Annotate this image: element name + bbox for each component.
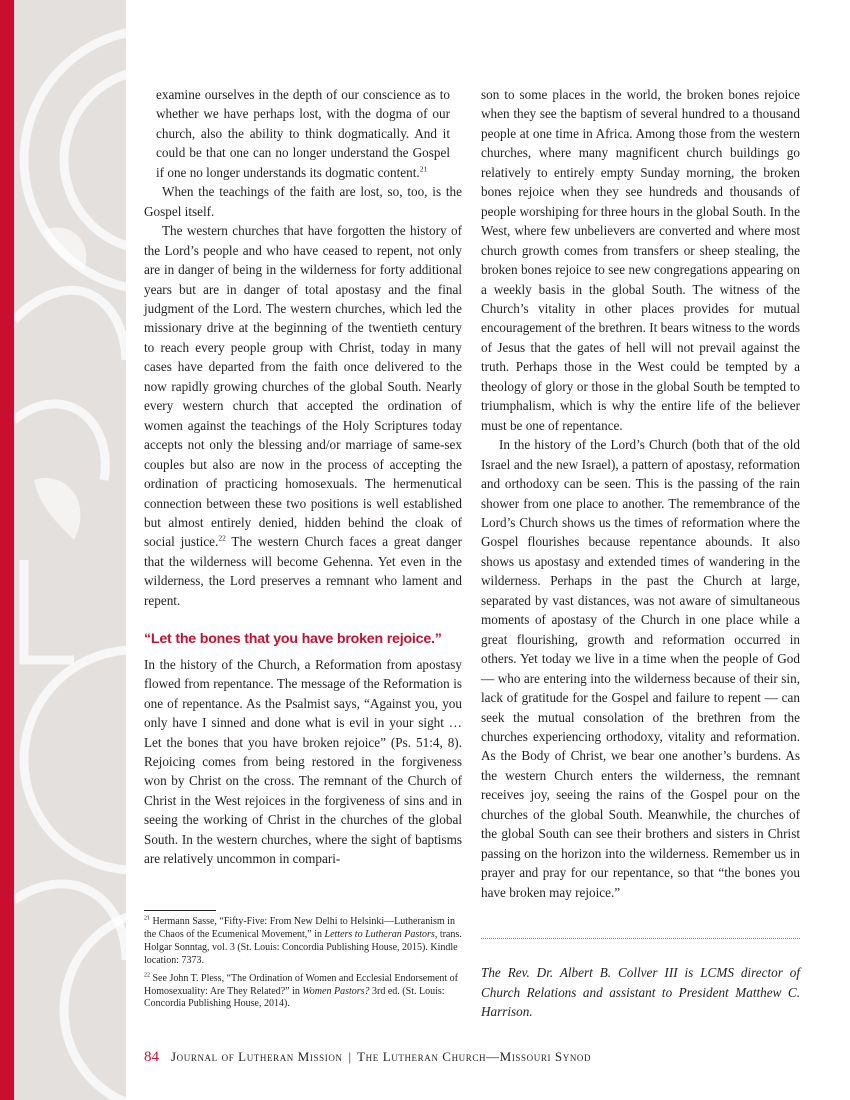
author-bio: The Rev. Dr. Albert B. Collver III is LCMS director of Church Relations and assistant to President Matthew C. Harrison. <box>481 965 800 1020</box>
right-column <box>481 85 800 902</box>
footnotes <box>144 910 462 1016</box>
paragraph: son to some places in the world, the broken bones rejoice when they see the baptism of several hundred to a thousand people at one time in Africa. Among those from the western churches, where many magnificent church buildings go relatively to entirely empty Sunday morning, the broken bones rejoice when they see hundreds and thousands of people worshiping for three hours in the global South. In the West, where few unbelievers are converted and where most church growth comes from transfers or sheep stealing, the broken bones rejoice to see new congregations appearing on a weekly basis in the global South. The witness of the Church’s vitality in other places provides for mutual encouragement of the brethren. It bears witness to the words of Jesus that the gates of hell will not prevail against the truth. Perhaps those in the West could be tempted by a theology of glory or those in the global South be tempted to triumphalism, which is why the entire life of the believer must be one of repentance. <box>481 87 801 433</box>
left-column <box>144 85 462 869</box>
dotted-divider <box>481 938 800 939</box>
footnote-21 <box>144 916 462 968</box>
footnote-text: 3rd ed. (St. Louis: Concordia Publishing House, 2014). <box>144 985 445 1010</box>
footer-separator: | <box>348 1049 352 1064</box>
footnote-rule <box>144 910 216 911</box>
footnote-text: See John T. Pless, “The Ordination of Women and Ecclesial Endorsement of Homosexuality: Are They Related?” in <box>144 972 459 997</box>
block-quote-text: examine ourselves in the depth of our conscience as to whether we have perhaps lost, with the dogma of our church, also the ability to think dogmatically. And it could be that one can no longer understand the Gospel if one no longer understands its dogmatic content. <box>156 87 450 180</box>
publisher-name: The Lutheran Church—Missouri Synod <box>357 1049 592 1064</box>
paragraph: When the teachings of the faith are lost, so, too, is the Gospel itself. <box>144 184 462 219</box>
paragraph-text: The western Church faces a great danger that the wilderness will become Gehenna. Yet even in the wilderness, the Lord preserves a remnant who lament and repent. <box>144 534 462 608</box>
paragraph-text: The western churches that have forgotten the history of the Lord’s people and who have ceased to repent, not only are in danger of being in the wilderness for forty additional years but are in danger of total apostasy and the final judgment of the Lord. The western churches, which led the missionary drive at the beginning of the twentieth century to reach every people group with Christ, today in many cases have departed from the faith once delivered to the now rapidly growing churches of the global South. Nearly every western church that accepted the ordination of women against the teachings of the Holy Scriptures today accepts not only the blessing and/or marriage of same-sex couples but also are now in the process of accepting the ordination of practicing homosexuals. The hermenutical connection between these two positions is well established but almost entirely denied, hidden behind the cloak of social justice. <box>144 223 462 550</box>
footnote-title: Women Pastors? <box>302 985 370 997</box>
section-heading: “Let the bones that you have broken rejoice.” <box>144 631 442 648</box>
decorative-swirl-graphic <box>14 0 126 1100</box>
page-footer <box>144 1049 591 1066</box>
footnote-ref-21[interactable]: 21 <box>419 164 428 174</box>
footnote-22 <box>144 973 462 1012</box>
block-quote <box>144 85 462 182</box>
decorative-side-band <box>14 0 126 1100</box>
footnote-number: 21 <box>144 915 150 922</box>
paragraph: In the history of the Church, a Reformation from apostasy flowed from repentance. The message of the Reformation is one of repentance. As the Psalmist says, “Against you, you only have I sinned and done what is evil in your sight … Let the bones that you have broken rejoice” (Ps. 51:4, 8). Rejoicing comes from being restored in the forgiveness won by Christ on the cross. The remnant of the Church of Christ in the West rejoices in the forgiveness of sins and in seeing the working of Christ in the churches of the global South. In the western churches, where the sight of baptisms are relatively uncommon in compari- <box>144 656 462 867</box>
footnote-title: Letters to Lutheran Pastors <box>324 928 435 940</box>
footnote-number: 22 <box>144 972 150 979</box>
journal-title: Journal of Lutheran Mission <box>171 1049 343 1064</box>
paragraph: In the history of the Lord’s Church (both that of the old Israel and the new Israel), a pattern of apostasy, reformation and orthodoxy can be seen. This is the passing of the rain shower from one place to another. The remembrance of the Lord’s Church shows us the times of reformation where the Gospel flourishes because repentance abounds. It also shows us apostasy and extended times of wandering in the wilderness. Perhaps in the past the Church at large, separated by vast distances, was not aware of simultaneous moments of apostasy of the Church in one place while a great flourishing, growth and reformation occurred in others. Yet today we live in a time when the people of God — who are entering into the wilderness because of their sin, lack of gratitude for the Gospel and failure to repent — can seek the mutual consolation of the brethren from the churches experiencing orthodoxy, vitality and reformation. As the Body of Christ, we bear one another’s burdens. As the western Church enters the wilderness, the remnant receives joy, seeing the rains of the Gospel pour on the churches of the global South. Meanwhile, the churches of the global South can see their brothers and sisters in Christ passing on the horizon into the wilderness. Remember us in prayer and pray for our repentance, so that “the bones you have broken may rejoice.” <box>481 437 800 900</box>
page-number: 84 <box>144 1049 159 1065</box>
red-side-bar <box>0 0 14 1100</box>
footnote-text: Hermann Sasse, “Fifty-Five: From New Delhi to Helsinki—Lutheranism in the Chaos of the Ecumenical Movement,” in <box>144 916 455 940</box>
footnote-ref-22[interactable]: 22 <box>218 534 226 544</box>
paragraph <box>144 221 462 610</box>
footnote-text: , trans. Holgar Sonntag, vol. 3 (St. Louis: Concordia Publishing House, 2015). Kindle location: 7373. <box>144 928 462 966</box>
